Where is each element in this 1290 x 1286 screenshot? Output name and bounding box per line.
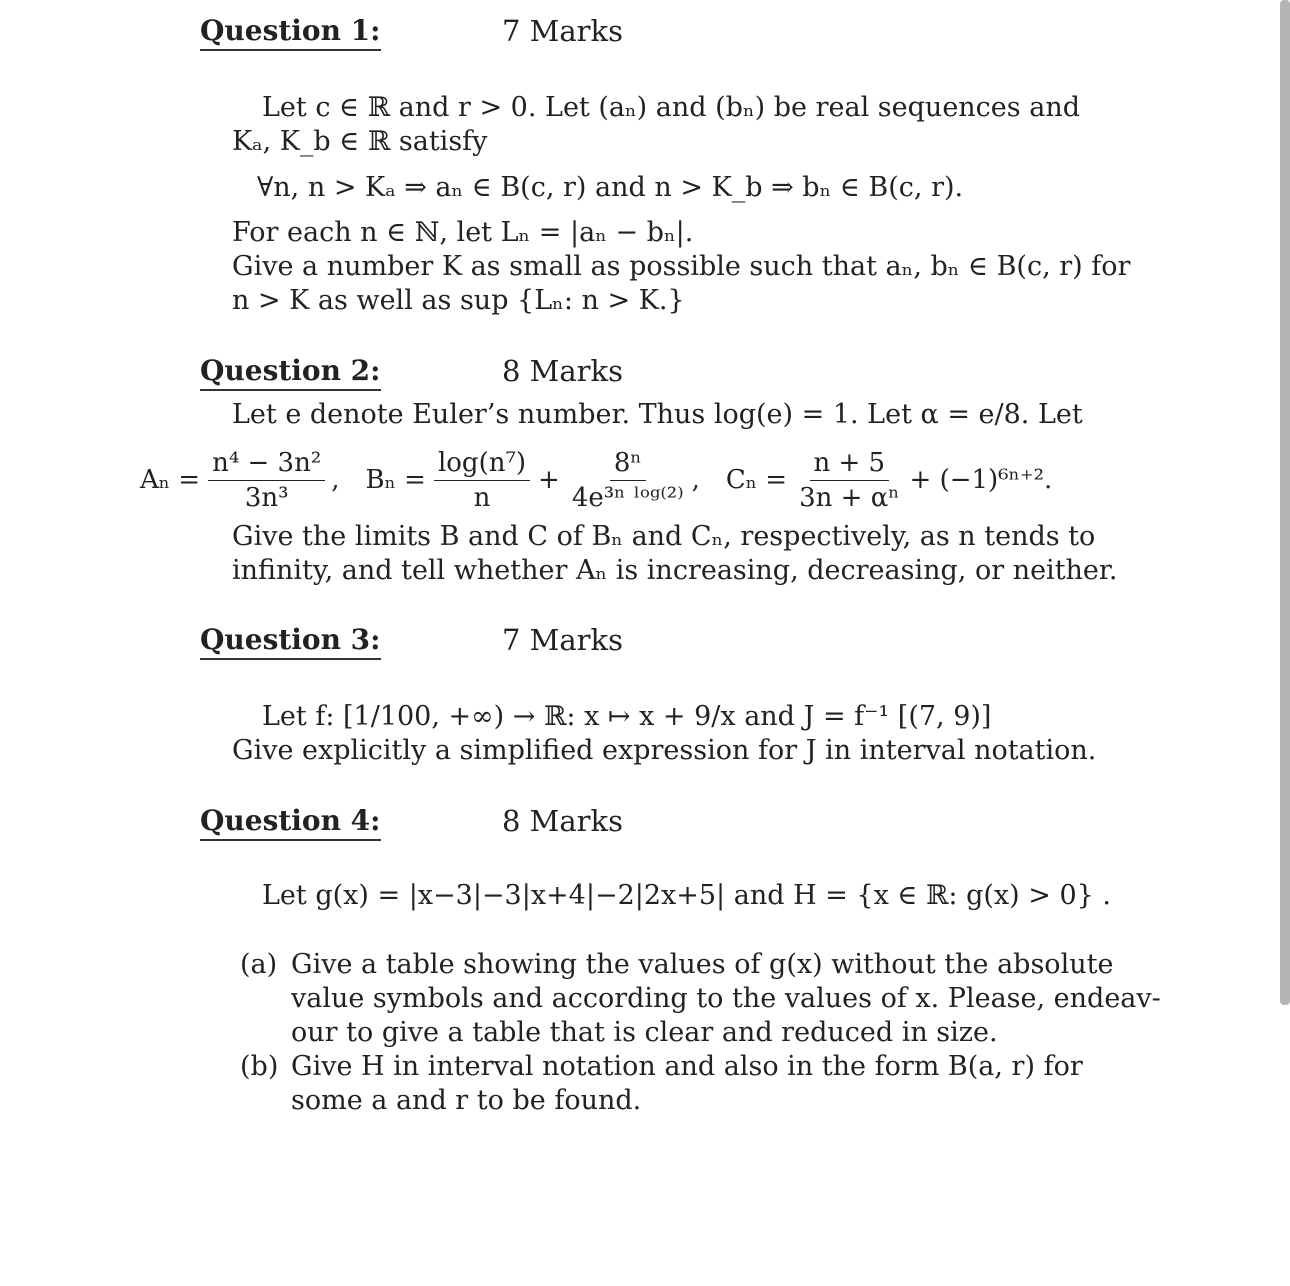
formula-c-numerator: n + 5 [810, 448, 890, 481]
question-4-marks: 8 Marks [502, 804, 623, 838]
question-4-part-b-line: some a and r to be found. [291, 1085, 642, 1116]
formula-c-denominator: 3n + αⁿ [799, 482, 900, 513]
question-2-heading: Question 2: [200, 354, 381, 391]
question-3-marks: 7 Marks [502, 623, 623, 657]
formula-c-tail: + (−1)⁶ⁿ⁺². [909, 465, 1053, 495]
formula-a-numerator: n⁴ − 3n² [208, 448, 325, 481]
question-3-line: Let f: [1/100, +∞) → ℝ: x ↦ x + 9/x and J = f⁻¹ [(7, 9)] [262, 701, 992, 732]
question-1-display: ∀n, n > Kₐ ⇒ aₙ ∈ B(c, r) and n > K_b ⇒ bₙ ∈ B(c, r). [257, 172, 964, 203]
formula-a-denominator: 3n³ [244, 482, 289, 513]
formula-plus: + [538, 465, 560, 495]
question-1-line: Let c ∈ ℝ and r > 0. Let (aₙ) and (bₙ) be real sequences and [262, 92, 1080, 123]
question-4-part-b-label: (b) [240, 1051, 279, 1082]
question-3-heading: Question 3: [200, 623, 381, 660]
question-1-heading: Question 1: [200, 14, 381, 51]
question-1-marks: 7 Marks [502, 14, 623, 48]
question-4-part-b-line: Give H in interval notation and also in the form B(a, r) for [291, 1051, 1083, 1082]
formula-c-fraction [795, 448, 903, 513]
question-2-line: Give the limits B and C of Bₙ and Cₙ, respectively, as n tends to [232, 521, 1096, 552]
formula-b1-numerator: log(n⁷) [434, 448, 530, 481]
formula-b-lhs: Bₙ = [365, 465, 426, 495]
question-1-line: For each n ∈ ℕ, let Lₙ = |aₙ − bₙ|. [232, 217, 694, 248]
formula-b2-numerator: 8ⁿ [610, 448, 646, 481]
vertical-scrollbar[interactable] [1280, 0, 1290, 1005]
question-1-line: Give a number K as small as possible such that aₙ, bₙ ∈ B(c, r) for [232, 251, 1131, 282]
formula-b2-denominator: 4e³ⁿ ˡᵒᵍ⁽²⁾ [571, 482, 684, 513]
formula-b2-fraction [568, 448, 688, 513]
question-2-intro: Let e denote Euler’s number. Thus log(e) = 1. Let α = e/8. Let [232, 399, 1083, 430]
question-4-part-a-line: our to give a table that is clear and reduced in size. [291, 1017, 998, 1048]
question-2-formula: Aₙ = $\frac{\text{n⁴ − 3n²}}{\text{3n³}}$ , Bₙ = $\frac{\text{log(n⁷)}}{n}$ + $\frac{\text{8ⁿ}}{\text{4e³ⁿ ˡᵒᵍ⁽²⁾}}$ , Cₙ = $\frac{n + 5}{\text{3n + αⁿ}}$ + (−1)⁶ⁿ⁺². [140, 447, 1053, 513]
question-2-line: infinity, and tell whether Aₙ is increasing, decreasing, or neither. [232, 555, 1118, 586]
formula-b1-denominator: n [473, 482, 491, 513]
question-4-part-a-line: Give a table showing the values of g(x) without the absolute [291, 949, 1114, 980]
question-4-part-a-line: value symbols and according to the values of x. Please, endeav- [291, 983, 1161, 1014]
question-1-line: Kₐ, K_b ∈ ℝ satisfy [232, 126, 488, 157]
question-3-line: Give explicitly a simplified expression for J in interval notation. [232, 735, 1097, 766]
formula-b1-fraction [434, 448, 530, 513]
formula-a-lhs: Aₙ = [140, 465, 201, 495]
question-4-heading: Question 4: [200, 804, 381, 841]
formula-c-lhs: Cₙ = [725, 465, 788, 495]
question-1-line: n > K as well as sup {Lₙ: n > K.} [232, 285, 685, 316]
formula-a-fraction [208, 448, 325, 513]
question-2-marks: 8 Marks [502, 354, 623, 388]
question-4-part-a-label: (a) [240, 949, 278, 980]
question-4-line: Let g(x) = |x−3|−3|x+4|−2|2x+5| and H = {x ∈ ℝ: g(x) > 0} . [262, 880, 1111, 911]
